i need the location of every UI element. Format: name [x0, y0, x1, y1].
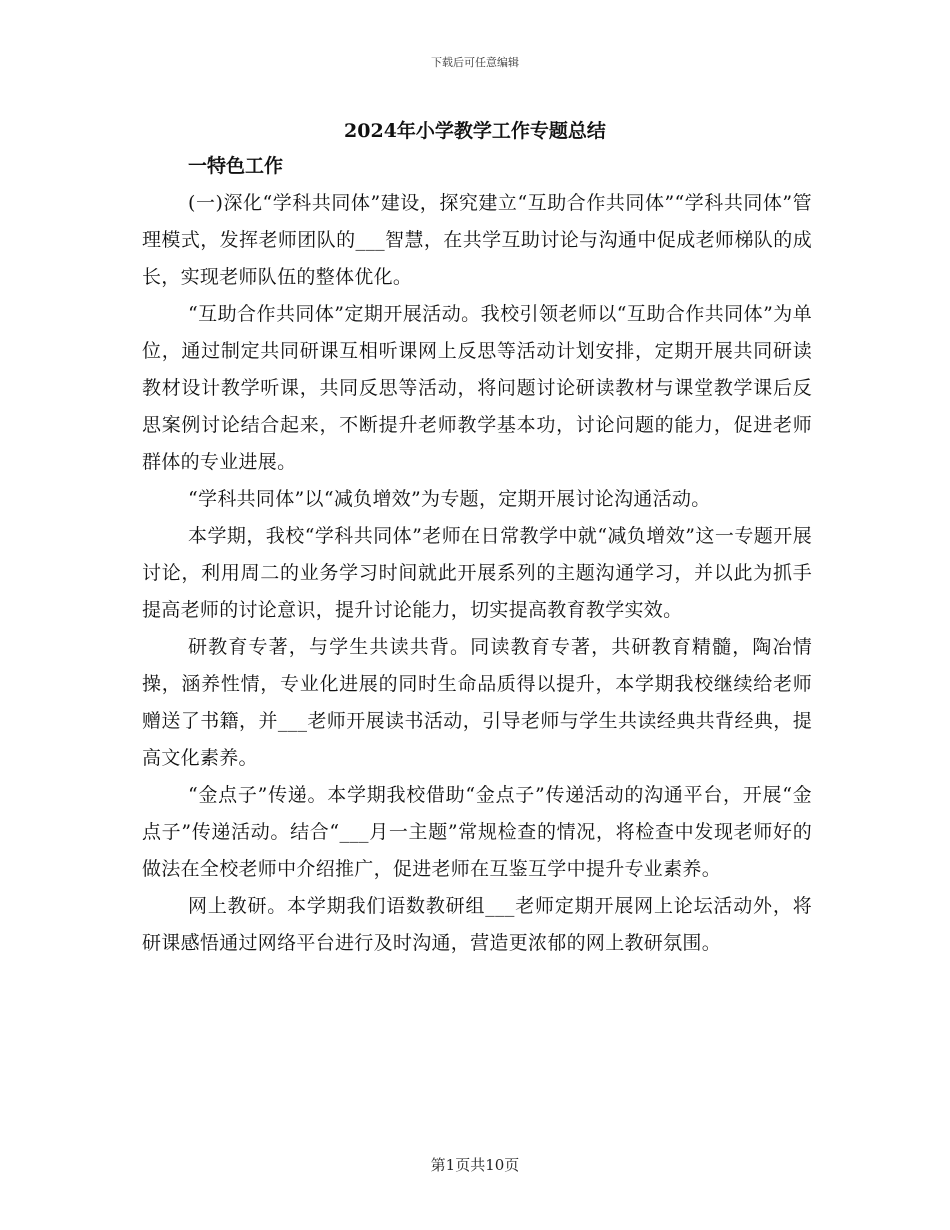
header-note: 下载后可任意编辑 [431, 56, 519, 69]
document-body [142, 148, 812, 962]
document-title: 2024年小学教学工作专题总结 [344, 120, 606, 142]
paragraph-4: 本学期，我校“学科共同体”老师在日常教学中就“减负增效”这一专题开展讨论，利用周二的业务学习时间就此开展系列的主题沟通学习，并以此为抓手提高老师的讨论意识，提升讨论能力，切实提高教育教学实效。 [142, 525, 812, 621]
paragraph-3: “学科共同体”以“减负增效”为专题，定期开展讨论沟通活动。 [188, 488, 711, 510]
paragraph-5: 研教育专著，与学生共读共背。同读教育专著，共研教育精髓，陶冶情操，涵养性情，专业化进展的同时生命品质得以提升，本学期我校继续给老师赠送了书籍，并___老师开展读书活动，引导老师与学生共读经典共背经典，提高文化素养。 [142, 636, 812, 769]
page-footer: 第1页共10页 [430, 1156, 520, 1174]
section-heading: 一特色工作 [188, 155, 284, 177]
paragraph-1: (一)深化“学科共同体”建设，探究建立“互助合作共同体”“学科共同体”管理模式，发挥老师团队的___智慧，在共学互助讨论与沟通中促成老师梯队的成长，实现老师队伍的整体优化。 [142, 192, 812, 288]
paragraph-7: 网上教研。本学期我们语数教研组___老师定期开展网上论坛活动外，将研课感悟通过网络平台进行及时沟通，营造更浓郁的网上教研氛围。 [142, 895, 812, 954]
paragraph-6: “金点子”传递。本学期我校借助“金点子”传递活动的沟通平台，开展“金点子”传递活动。结合“___月一主题”常规检查的情况，将检查中发现老师好的做法在全校老师中介绍推广，促进老师在互鉴互学中提升专业素养。 [142, 784, 812, 880]
paragraph-2: “互助合作共同体”定期开展活动。我校引领老师以“互助合作共同体”为单位，通过制定共同研课互相听课网上反思等活动计划安排，定期开展共同研读教材设计教学听课，共同反思等活动，将问题讨论研读教材与课堂教学课后反思案例讨论结合起来，不断提升老师教学基本功，讨论问题的能力，促进老师群体的专业进展。 [142, 303, 812, 473]
